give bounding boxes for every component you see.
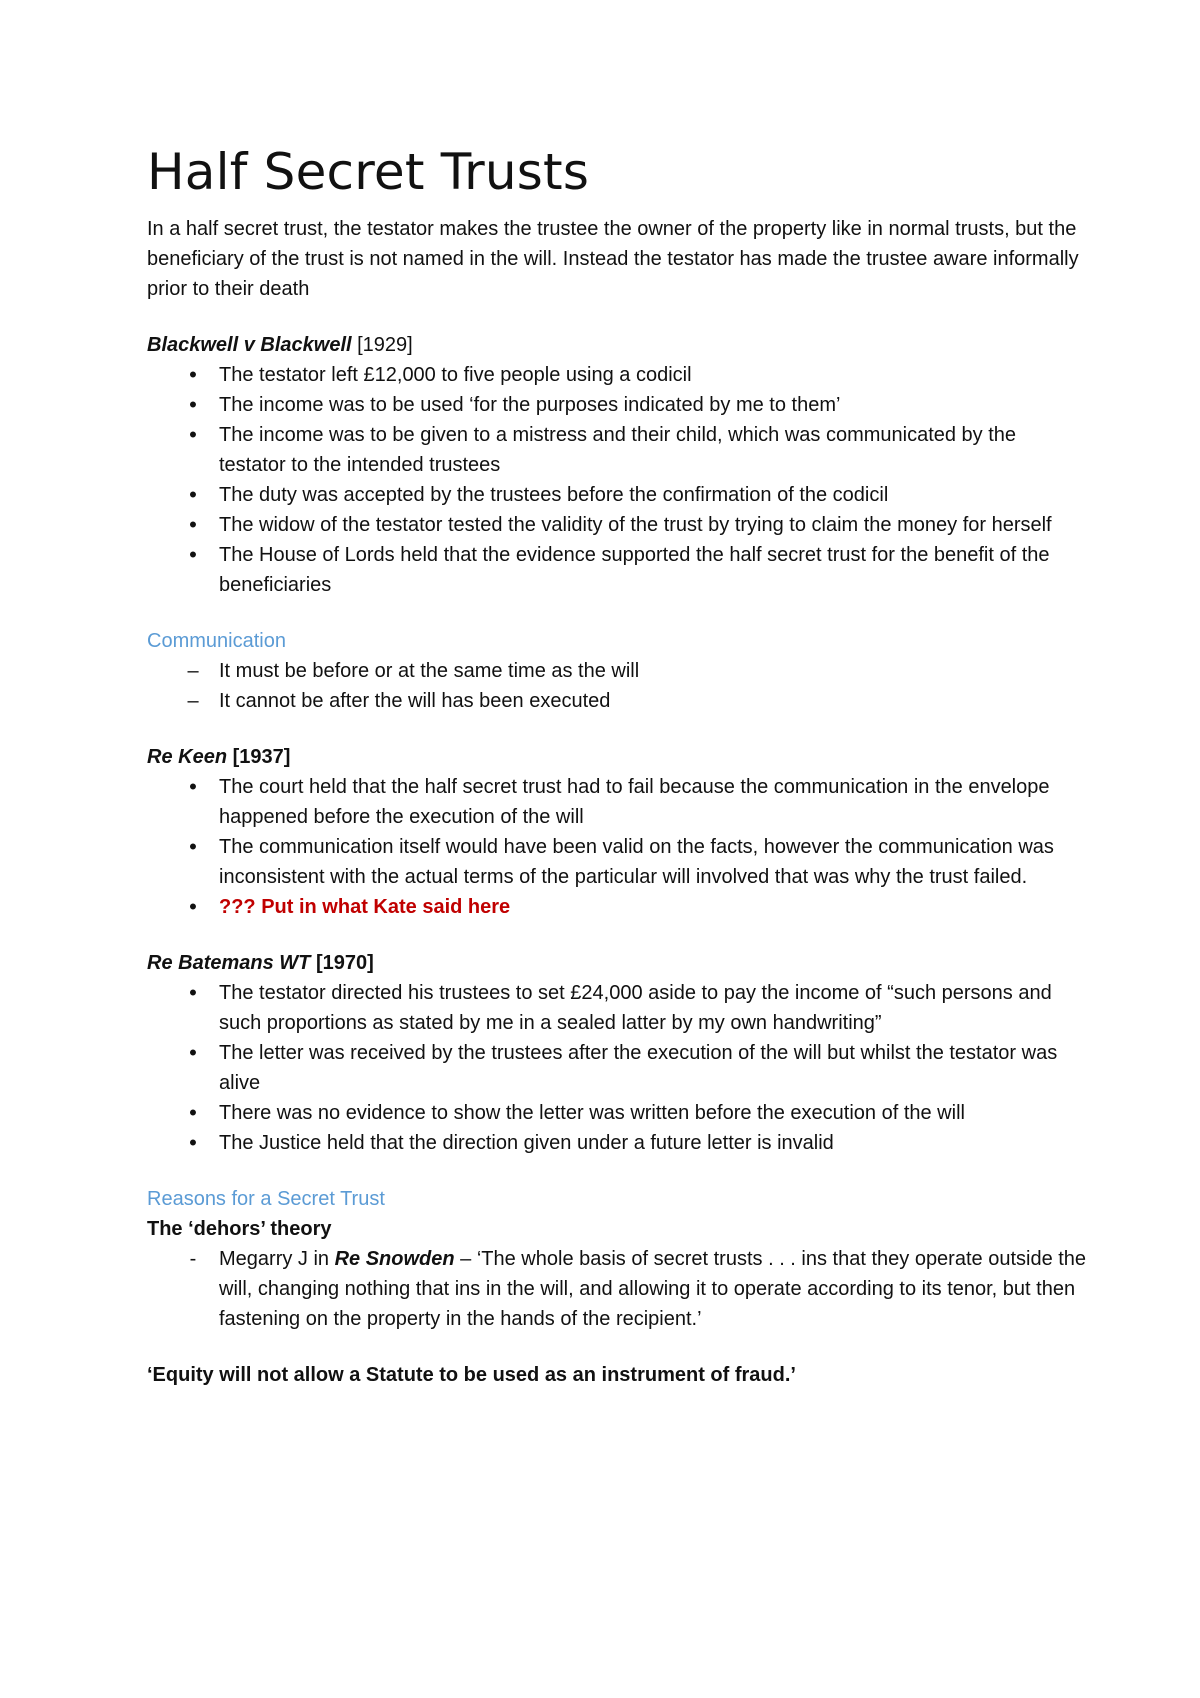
case-year: [1970]: [315, 952, 374, 974]
case-year: [1937]: [232, 746, 291, 768]
section-heading-reasons: Reasons for a Secret Trust: [147, 1188, 385, 1210]
case-name: Re Keen: [147, 746, 228, 768]
keen-points: [147, 772, 1087, 922]
list-item: [147, 892, 1087, 922]
todo-note: ??? Put in what Kate said here: [219, 896, 511, 918]
intro-paragraph: In a half secret trust, the testator makes the trustee the owner of the property like in normal trusts, but the beneficiary of the trust is not named in the will. Instead the testator has made the trustee aware informally prior to their death: [147, 218, 1079, 300]
quote-text: – ‘The whole basis of secret trusts . . . ins that they operate outside the will, changing nothing that ins in the will, and allowing it to operate according to its tenor, but then fastening on the property in the hands of the recipient.’: [219, 1248, 1087, 1330]
communication-points: [147, 656, 1087, 716]
bullet-icon: [185, 360, 201, 391]
closing-maxim: ‘Equity will not allow a Statute to be used as an instrument of fraud.’: [147, 1364, 796, 1386]
case-name: Re Batemans WT: [147, 952, 311, 974]
case-heading-keen: [147, 742, 1087, 772]
list-item: • The letter was received by the trustees after the execution of the will but whilst the testator was alive: [147, 1038, 1087, 1098]
bullet-icon: [185, 480, 201, 511]
list-item: • The testator directed his trustees to set £24,000 aside to pay the income of “such persons and such proportions as stated by me in a sealed latter by my own handwriting”: [147, 978, 1087, 1038]
list-item: • The income was to be used ‘for the purposes indicated by me to them’: [147, 390, 1087, 420]
bullet-icon: [185, 978, 201, 1009]
list-item: • The Justice held that the direction given under a future letter is invalid: [147, 1128, 1087, 1158]
bullet-icon: [185, 420, 201, 451]
document-page: [147, 138, 1087, 1410]
bullet-icon: [185, 390, 201, 421]
section-heading-communication: Communication: [147, 630, 286, 652]
dash-icon: [185, 686, 201, 716]
list-item: • The duty was accepted by the trustees before the confirmation of the codicil: [147, 480, 1087, 510]
bullet-icon: [185, 1128, 201, 1159]
list-item: • The communication itself would have been valid on the facts, however the communication was inconsistent with the actual terms of the particular will involved that was why the trust failed.: [147, 832, 1087, 892]
list-item: • The House of Lords held that the evidence supported the half secret trust for the benefit of the beneficiaries: [147, 540, 1087, 600]
bullet-icon: [185, 1038, 201, 1069]
case-name: Blackwell v Blackwell: [147, 334, 352, 356]
list-item: • There was no evidence to show the letter was written before the execution of the will: [147, 1098, 1087, 1128]
hyphen-icon: [185, 1244, 201, 1274]
list-item: – It must be before or at the same time as the will: [147, 656, 1087, 686]
list-item: – It cannot be after the will has been executed: [147, 686, 1087, 716]
reasons-points: [147, 1244, 1087, 1334]
batemans-points: [147, 978, 1087, 1158]
case-year: [1929]: [357, 334, 413, 356]
list-item: • The testator left £12,000 to five people using a codicil: [147, 360, 1087, 390]
bullet-icon: [185, 892, 201, 923]
quote-case: Re Snowden: [334, 1248, 455, 1270]
bullet-icon: [185, 772, 201, 803]
bullet-icon: [185, 510, 201, 541]
list-item: • The income was to be given to a mistress and their child, which was communicated by the testator to the intended trustees: [147, 420, 1087, 480]
blackwell-points: [147, 360, 1087, 600]
list-item: [147, 1244, 1087, 1334]
bullet-icon: [185, 540, 201, 571]
quote-prefix: Megarry J in: [219, 1248, 335, 1270]
dash-icon: [185, 656, 201, 686]
case-heading-batemans: [147, 948, 1087, 978]
case-heading-blackwell: [147, 330, 1087, 360]
list-item: • The widow of the testator tested the validity of the trust by trying to claim the money for herself: [147, 510, 1087, 540]
bullet-icon: [185, 832, 201, 863]
subheading-dehors: The ‘dehors’ theory: [147, 1218, 332, 1240]
bullet-icon: [185, 1098, 201, 1129]
document-title: Half Secret Trusts: [147, 143, 590, 201]
list-item: • The court held that the half secret trust had to fail because the communication in the envelope happened before the execution of the will: [147, 772, 1087, 832]
